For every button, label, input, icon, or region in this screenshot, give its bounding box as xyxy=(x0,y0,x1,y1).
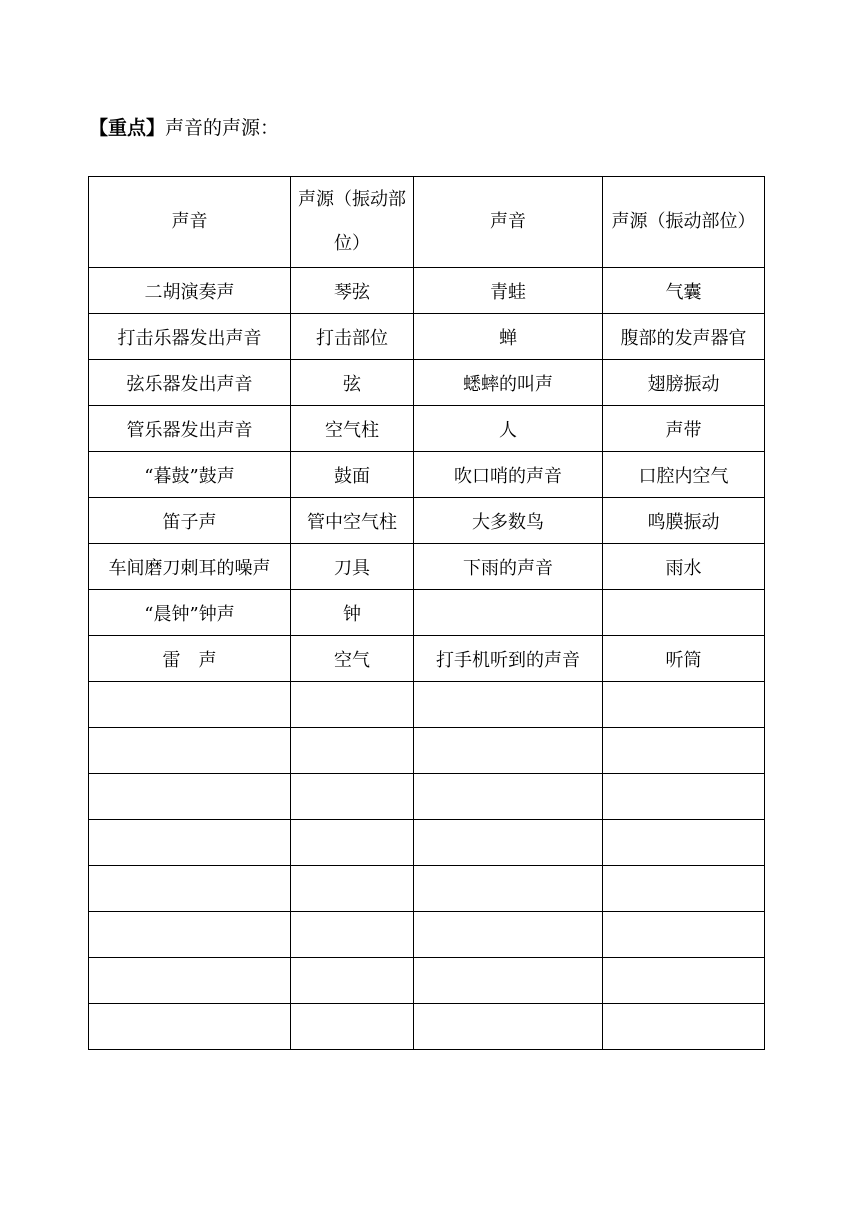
table-row xyxy=(89,314,765,360)
header-cell-source-2: 声源（振动部位） xyxy=(603,177,765,268)
table-row xyxy=(89,774,765,820)
sound-cell xyxy=(89,728,291,774)
sound-cell: 雷 声 xyxy=(89,636,291,682)
table-row xyxy=(89,958,765,1004)
source-cell: 琴弦 xyxy=(291,268,414,314)
sound-cell: 大多数鸟 xyxy=(414,498,603,544)
source-cell: 打击部位 xyxy=(291,314,414,360)
sound-cell xyxy=(89,866,291,912)
heading-key-label: 【重点】 xyxy=(89,117,166,139)
sound-cell xyxy=(414,590,603,636)
sound-cell: 打击乐器发出声音 xyxy=(89,314,291,360)
table-row xyxy=(89,544,765,590)
source-cell: 空气 xyxy=(291,636,414,682)
sound-cell xyxy=(89,912,291,958)
sound-cell: 下雨的声音 xyxy=(414,544,603,590)
sound-cell xyxy=(414,682,603,728)
table-header-row xyxy=(89,177,765,268)
source-cell xyxy=(603,682,765,728)
sound-cell: 二胡演奏声 xyxy=(89,268,291,314)
header-cell-sound-2: 声音 xyxy=(414,177,603,268)
source-cell xyxy=(291,774,414,820)
source-cell: 弦 xyxy=(291,360,414,406)
sound-cell: 笛子声 xyxy=(89,498,291,544)
sound-cell xyxy=(89,1004,291,1050)
sound-cell xyxy=(414,820,603,866)
sound-cell xyxy=(89,958,291,1004)
sound-cell: 打手机听到的声音 xyxy=(414,636,603,682)
sound-cell xyxy=(414,958,603,1004)
table-row xyxy=(89,590,765,636)
source-cell xyxy=(603,774,765,820)
source-cell xyxy=(603,1004,765,1050)
source-cell: 腹部的发声器官 xyxy=(603,314,765,360)
sound-cell: 管乐器发出声音 xyxy=(89,406,291,452)
table-row xyxy=(89,912,765,958)
sound-cell: “晨钟”钟声 xyxy=(89,590,291,636)
source-cell: 声带 xyxy=(603,406,765,452)
source-cell xyxy=(603,912,765,958)
table-row xyxy=(89,452,765,498)
source-cell xyxy=(603,958,765,1004)
header-cell-source-1: 声源（振动部位） xyxy=(291,177,414,268)
table-row xyxy=(89,866,765,912)
sound-cell xyxy=(414,1004,603,1050)
table-row xyxy=(89,820,765,866)
source-cell xyxy=(291,912,414,958)
header-cell-sound-1: 声音 xyxy=(89,177,291,268)
source-cell: 口腔内空气 xyxy=(603,452,765,498)
sound-cell: 吹口哨的声音 xyxy=(414,452,603,498)
source-cell: 管中空气柱 xyxy=(291,498,414,544)
sound-cell xyxy=(414,774,603,820)
source-cell xyxy=(291,866,414,912)
source-cell: 空气柱 xyxy=(291,406,414,452)
sound-cell: “暮鼓”鼓声 xyxy=(89,452,291,498)
table-row xyxy=(89,728,765,774)
source-cell: 听筒 xyxy=(603,636,765,682)
sound-cell xyxy=(89,774,291,820)
sound-cell: 蟋蟀的叫声 xyxy=(414,360,603,406)
heading-text: 声音的声源： xyxy=(165,117,280,139)
source-cell: 翅膀振动 xyxy=(603,360,765,406)
source-cell: 雨水 xyxy=(603,544,765,590)
sound-cell xyxy=(414,912,603,958)
source-cell xyxy=(603,820,765,866)
source-cell xyxy=(603,590,765,636)
table-row xyxy=(89,682,765,728)
source-cell xyxy=(291,1004,414,1050)
sound-cell: 青蛙 xyxy=(414,268,603,314)
sound-cell xyxy=(89,820,291,866)
source-cell: 鸣膜振动 xyxy=(603,498,765,544)
table-row xyxy=(89,498,765,544)
source-cell: 钟 xyxy=(291,590,414,636)
sound-cell xyxy=(414,866,603,912)
sound-cell xyxy=(89,682,291,728)
table-row xyxy=(89,360,765,406)
source-cell xyxy=(603,728,765,774)
source-cell: 气囊 xyxy=(603,268,765,314)
sound-cell: 车间磨刀刺耳的噪声 xyxy=(89,544,291,590)
source-cell xyxy=(291,958,414,1004)
source-cell xyxy=(603,866,765,912)
source-cell: 鼓面 xyxy=(291,452,414,498)
source-cell xyxy=(291,682,414,728)
sound-cell: 人 xyxy=(414,406,603,452)
section-heading xyxy=(89,114,279,142)
source-cell xyxy=(291,728,414,774)
source-cell xyxy=(291,820,414,866)
table-row xyxy=(89,1004,765,1050)
table-row xyxy=(89,636,765,682)
sound-cell: 蝉 xyxy=(414,314,603,360)
sound-source-table xyxy=(88,176,765,1050)
source-cell: 刀具 xyxy=(291,544,414,590)
sound-cell xyxy=(414,728,603,774)
table-row xyxy=(89,406,765,452)
table-row xyxy=(89,268,765,314)
sound-cell: 弦乐器发出声音 xyxy=(89,360,291,406)
